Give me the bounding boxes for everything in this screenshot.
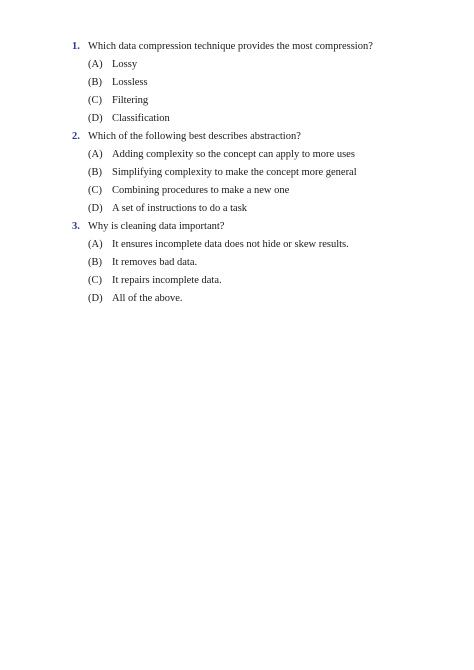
- option-label: (A): [88, 149, 103, 160]
- option-text: Adding complexity so the concept can apply to more uses: [112, 149, 355, 160]
- option-text: Classification: [112, 113, 170, 124]
- question-text: Which of the following best describes abstraction?: [88, 131, 301, 142]
- question-number: 3.: [72, 221, 80, 232]
- question-number: 2.: [72, 131, 80, 142]
- q3-option-a: [88, 238, 349, 252]
- q3-option-b: [88, 256, 197, 270]
- q1-option-d: [88, 112, 170, 126]
- option-label: (D): [88, 203, 103, 214]
- q1-option-b: [88, 76, 148, 90]
- option-text: Lossless: [112, 77, 148, 88]
- q2-option-d: [88, 202, 247, 216]
- q2-option-b: [88, 166, 357, 180]
- q1-option-c: [88, 94, 148, 108]
- question-3: [72, 220, 224, 234]
- option-text: It repairs incomplete data.: [112, 275, 222, 286]
- option-label: (B): [88, 167, 102, 178]
- question-1: [72, 40, 373, 54]
- option-label: (A): [88, 239, 103, 250]
- q3-option-d: [88, 292, 183, 306]
- option-label: (C): [88, 95, 102, 106]
- option-label: (C): [88, 275, 102, 286]
- option-label: (B): [88, 257, 102, 268]
- question-2: [72, 130, 301, 144]
- question-number: 1.: [72, 41, 80, 52]
- question-text: Why is cleaning data important?: [88, 221, 225, 232]
- option-label: (D): [88, 293, 103, 304]
- option-text: Lossy: [112, 59, 138, 70]
- option-label: (B): [88, 77, 102, 88]
- q1-option-a: [88, 58, 137, 72]
- option-text: A set of instructions to do a task: [112, 203, 248, 214]
- option-text: It ensures incomplete data does not hide or skew results.: [112, 239, 349, 250]
- option-text: Combining procedures to make a new one: [112, 185, 290, 196]
- question-text: Which data compression technique provides the most compression?: [88, 41, 373, 52]
- option-label: (D): [88, 113, 103, 124]
- option-text: Simplifying complexity to make the concept more general: [112, 167, 357, 178]
- option-text: It removes bad data.: [112, 257, 198, 268]
- option-text: All of the above.: [112, 293, 183, 304]
- q3-option-c: [88, 274, 222, 288]
- option-text: Filtering: [112, 95, 149, 106]
- option-label: (C): [88, 185, 102, 196]
- q2-option-c: [88, 184, 289, 198]
- option-label: (A): [88, 59, 103, 70]
- q2-option-a: [88, 148, 355, 162]
